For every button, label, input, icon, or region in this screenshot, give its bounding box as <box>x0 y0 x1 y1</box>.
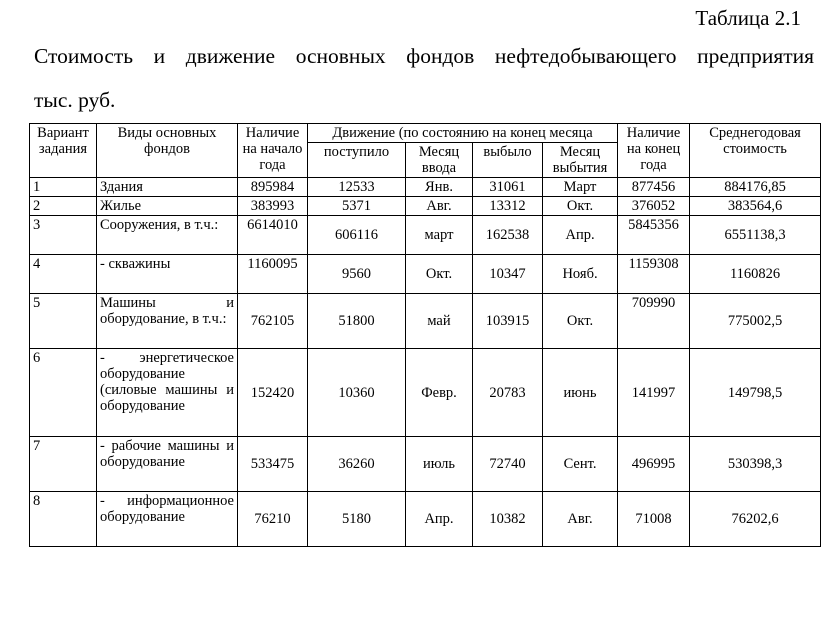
header-month-in: Месяц ввода <box>406 143 473 178</box>
header-month-out: Месяц выбытия <box>543 143 618 178</box>
cell-retired: 162538 <box>473 216 543 255</box>
cell-retired: 20783 <box>473 349 543 437</box>
cell-start: 152420 <box>238 349 308 437</box>
cell-start: 383993 <box>238 197 308 216</box>
cell-end: 376052 <box>618 197 690 216</box>
cell-variant: 1 <box>30 178 97 197</box>
cell-month-out: Окт. <box>543 197 618 216</box>
cell-start: 533475 <box>238 437 308 492</box>
cell-month-out: Авг. <box>543 492 618 547</box>
fixed-assets-table <box>29 123 821 547</box>
cell-month-in: Февр. <box>406 349 473 437</box>
cell-kind: - рабочие машины и оборудование <box>97 437 238 492</box>
table-unit: тыс. руб. <box>34 88 116 112</box>
table-row <box>30 216 821 255</box>
cell-received: 9560 <box>308 255 406 294</box>
cell-end: 5845356 <box>618 216 690 255</box>
header-movement: Движение (по состоянию на конец месяца <box>308 124 618 143</box>
cell-variant: 2 <box>30 197 97 216</box>
cell-received: 5180 <box>308 492 406 547</box>
cell-retired: 103915 <box>473 294 543 349</box>
cell-month-out: Сент. <box>543 437 618 492</box>
cell-average: 149798,5 <box>690 349 821 437</box>
cell-received: 36260 <box>308 437 406 492</box>
table-row <box>30 255 821 294</box>
cell-variant: 3 <box>30 216 97 255</box>
cell-end: 1159308 <box>618 255 690 294</box>
cell-retired: 72740 <box>473 437 543 492</box>
cell-received: 12533 <box>308 178 406 197</box>
cell-end: 141997 <box>618 349 690 437</box>
cell-retired: 10382 <box>473 492 543 547</box>
table-row <box>30 492 821 547</box>
cell-retired: 31061 <box>473 178 543 197</box>
cell-received: 606116 <box>308 216 406 255</box>
cell-kind: Машины и оборудование, в т.ч.: <box>97 294 238 349</box>
cell-average: 775002,5 <box>690 294 821 349</box>
header-average-cost: Среднегодовая стоимость <box>690 124 821 178</box>
cell-month-out: Окт. <box>543 294 618 349</box>
cell-start: 895984 <box>238 178 308 197</box>
cell-variant: 7 <box>30 437 97 492</box>
cell-kind: Жилье <box>97 197 238 216</box>
cell-month-out: Март <box>543 178 618 197</box>
cell-start: 76210 <box>238 492 308 547</box>
table-row <box>30 197 821 216</box>
cell-month-in: март <box>406 216 473 255</box>
cell-end: 877456 <box>618 178 690 197</box>
cell-received: 51800 <box>308 294 406 349</box>
cell-end: 71008 <box>618 492 690 547</box>
cell-kind: - скважины <box>97 255 238 294</box>
cell-month-out: Апр. <box>543 216 618 255</box>
cell-average: 1160826 <box>690 255 821 294</box>
header-end-balance: Наличие на конец года <box>618 124 690 178</box>
cell-month-in: май <box>406 294 473 349</box>
cell-month-in: Окт. <box>406 255 473 294</box>
cell-month-out: июнь <box>543 349 618 437</box>
header-start-balance: Наличие на начало года <box>238 124 308 178</box>
cell-received: 5371 <box>308 197 406 216</box>
cell-variant: 6 <box>30 349 97 437</box>
header-retired: выбыло <box>473 143 543 178</box>
cell-start: 1160095 <box>238 255 308 294</box>
cell-average: 6551138,3 <box>690 216 821 255</box>
cell-received: 10360 <box>308 349 406 437</box>
cell-retired: 10347 <box>473 255 543 294</box>
cell-start: 6614010 <box>238 216 308 255</box>
cell-kind: - энергетическое оборудование (силовые машины и оборудование <box>97 349 238 437</box>
cell-end: 496995 <box>618 437 690 492</box>
header-kinds: Виды основных фондов <box>97 124 238 178</box>
table-number-label: Таблица 2.1 <box>695 6 801 30</box>
cell-average: 76202,6 <box>690 492 821 547</box>
cell-kind: - информационное оборудование <box>97 492 238 547</box>
table-row <box>30 437 821 492</box>
cell-month-in: Апр. <box>406 492 473 547</box>
cell-month-in: Янв. <box>406 178 473 197</box>
table-row <box>30 349 821 437</box>
table-row <box>30 294 821 349</box>
cell-kind: Здания <box>97 178 238 197</box>
cell-kind: Сооружения, в т.ч.: <box>97 216 238 255</box>
cell-variant: 4 <box>30 255 97 294</box>
cell-average: 530398,3 <box>690 437 821 492</box>
cell-retired: 13312 <box>473 197 543 216</box>
cell-variant: 5 <box>30 294 97 349</box>
cell-month-in: июль <box>406 437 473 492</box>
cell-variant: 8 <box>30 492 97 547</box>
table-row <box>30 178 821 197</box>
header-variant: Вариант задания <box>30 124 97 178</box>
header-received: поступило <box>308 143 406 178</box>
cell-start: 762105 <box>238 294 308 349</box>
cell-average: 383564,6 <box>690 197 821 216</box>
cell-month-out: Нояб. <box>543 255 618 294</box>
cell-average: 884176,85 <box>690 178 821 197</box>
cell-end: 709990 <box>618 294 690 349</box>
cell-month-in: Авг. <box>406 197 473 216</box>
table-title: Стоимость и движение основных фондов нефтедобывающего предприятия <box>34 44 814 68</box>
